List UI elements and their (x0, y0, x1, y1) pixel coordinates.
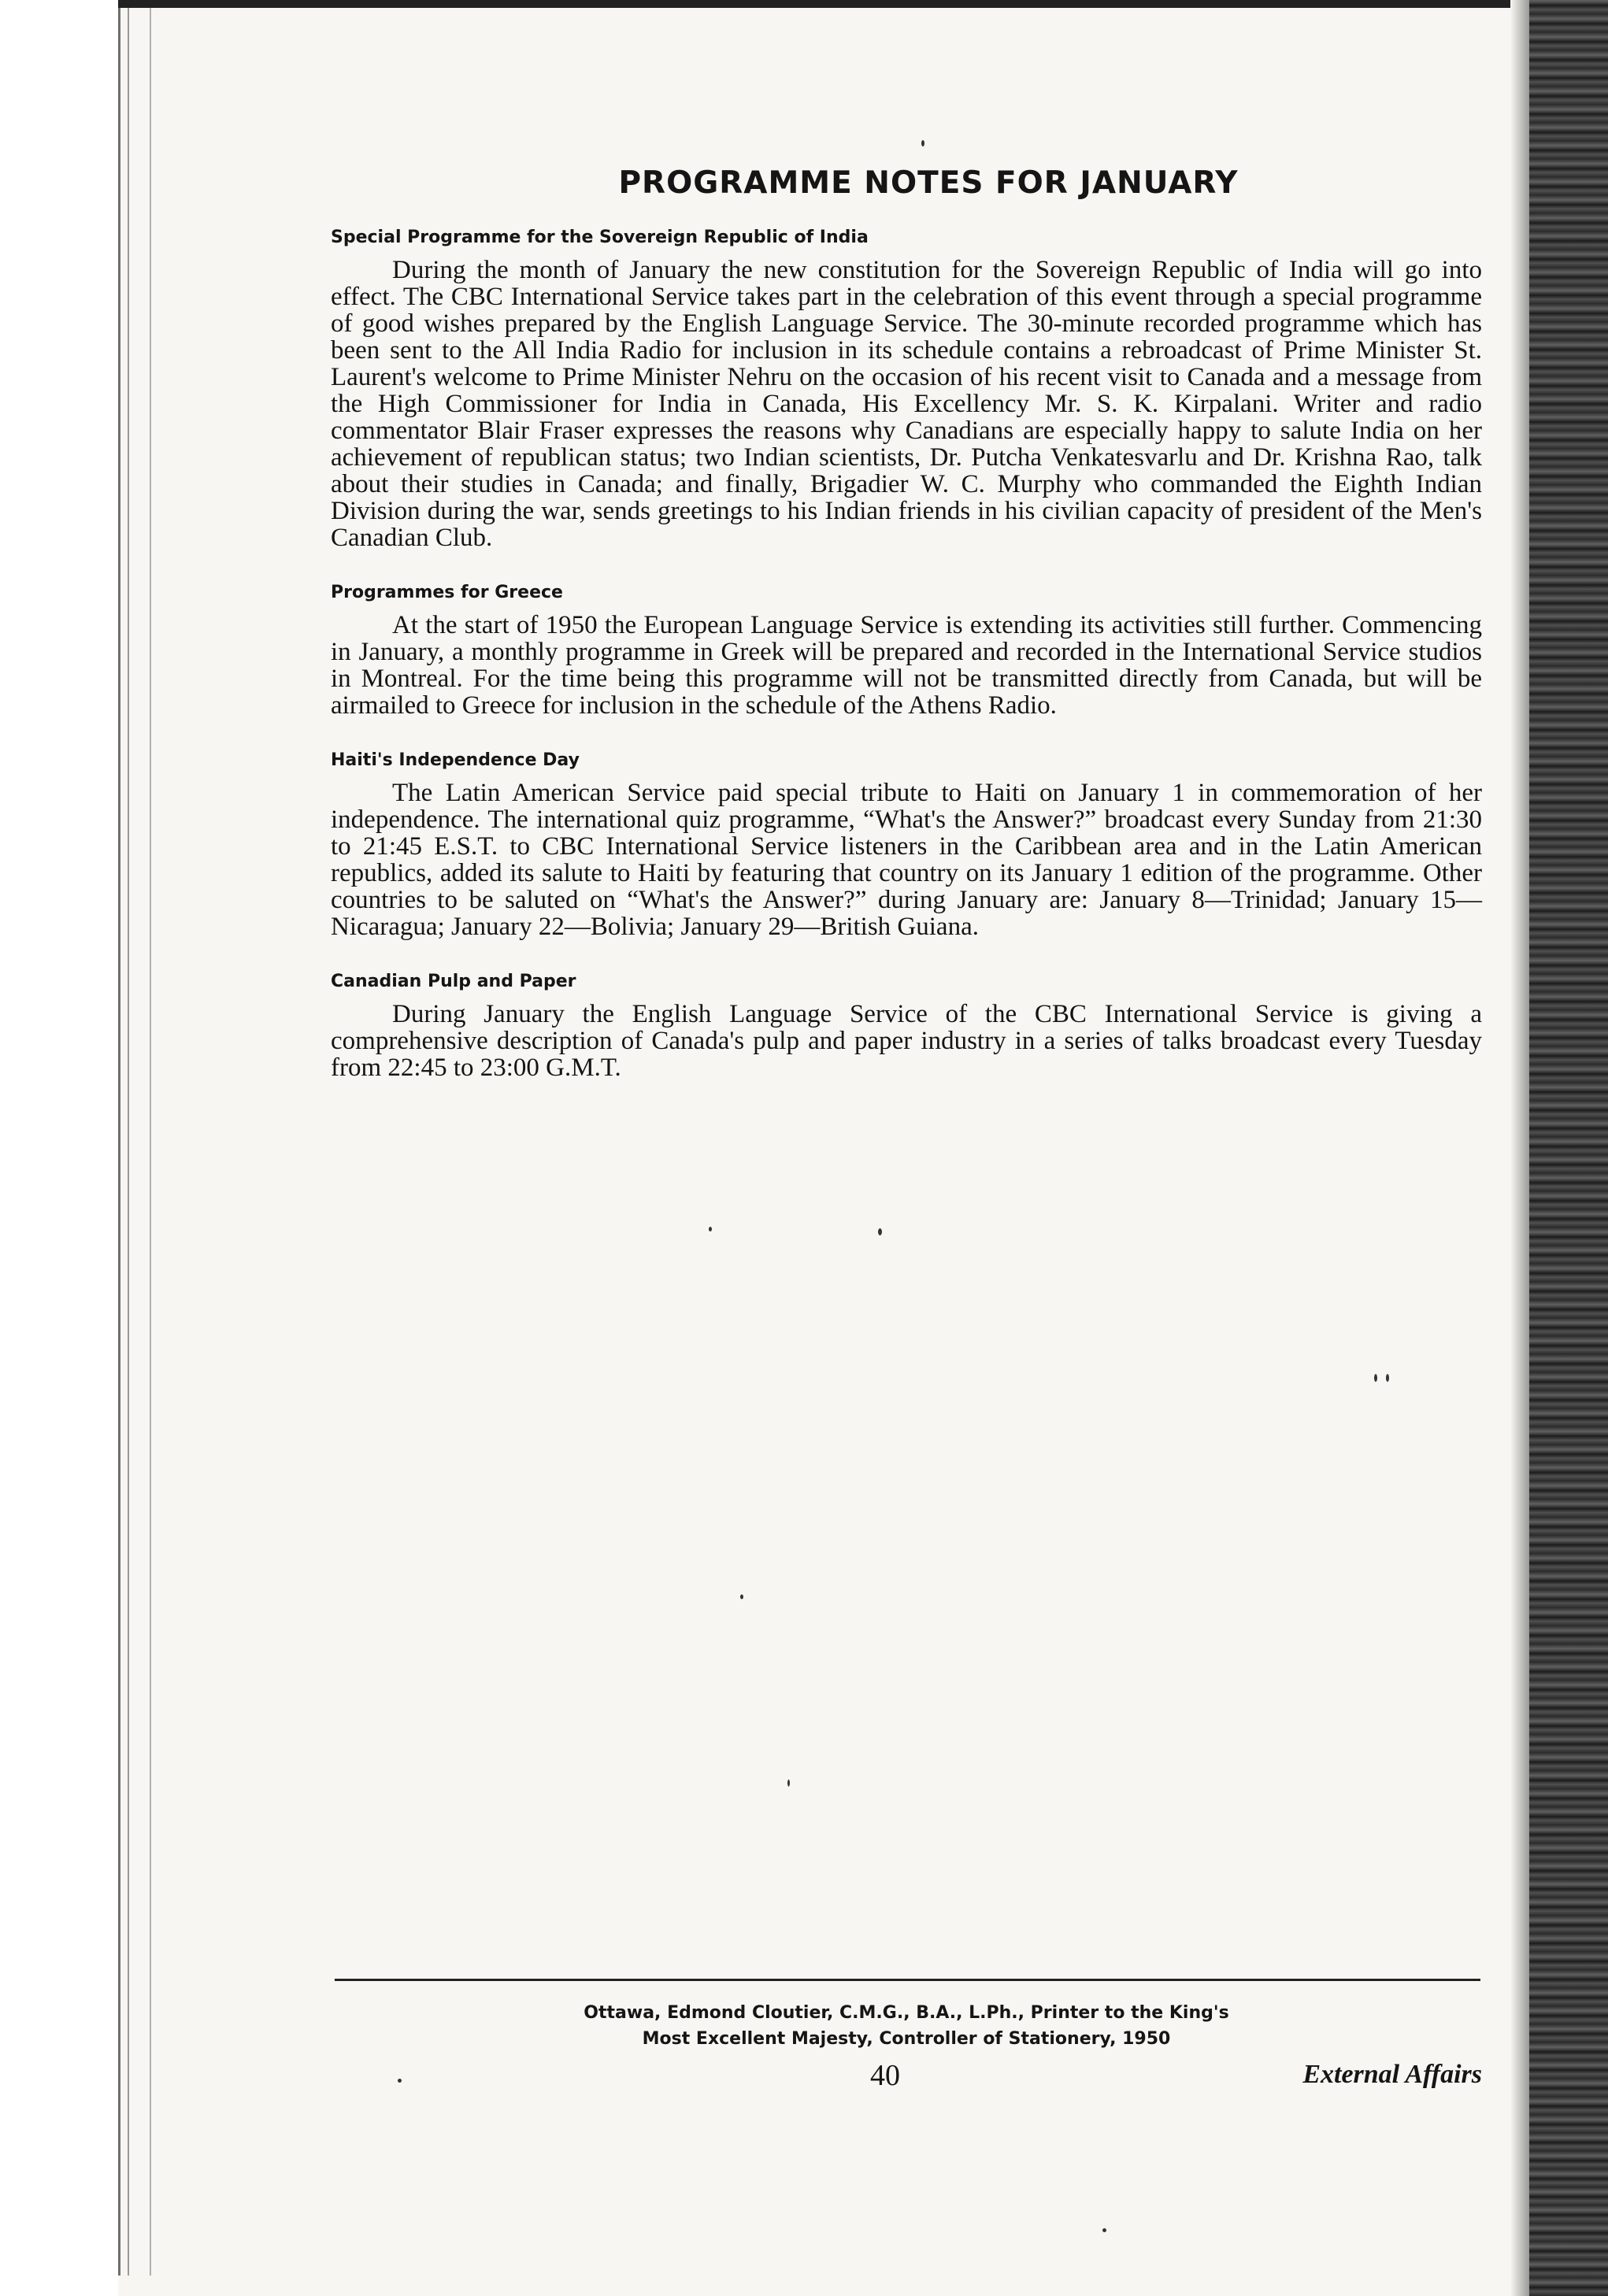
scan-speck (878, 1228, 882, 1235)
section-india (331, 228, 1482, 551)
scan-speck (1374, 1374, 1377, 1382)
section-haiti (331, 750, 1482, 940)
binding-line (128, 8, 129, 2276)
page-edge-gradient (1510, 0, 1529, 2296)
section-pulp-paper (331, 972, 1482, 1081)
article-content (331, 154, 1482, 1113)
section-paragraph: During the month of January the new constitution for the Sovereign Republic of India will go into effect. The CBC International Service takes part in the celebration of this event through a special programme of good wishes prepared by the English Language Service. The 30-minute recorded programme which has been sent to the All India Radio for inclusion in its schedule contains a rebroadcast of Prime Minister St. Laurent's welcome to Prime Minister Nehru on the occasion of his recent visit to Canada and a message from the High Commissioner for India in Canada, His Excellency Mr. S. K. Kirpalani. Writer and radio commentator Blair Fraser expresses the reasons why Canadians are especially happy to salute India on her achievement of republican status; two Indian scientists, Dr. Putcha Venkatesvarlu and Dr. Krishna Rao, talk about their studies in Canada; and finally, Brigadier W. C. Murphy who commanded the Eighth Indian Division during the war, sends greetings to his Indian friends in his civilian capacity of president of the Men's Canadian Club. (331, 256, 1482, 552)
section-greece (331, 583, 1482, 719)
page-number: 40 (870, 2059, 900, 2092)
page-binding-margin (0, 0, 118, 2296)
printer-imprint (331, 2000, 1482, 2052)
scan-speck (398, 2079, 402, 2083)
page-title: PROGRAMME NOTES FOR JANUARY (618, 165, 1239, 201)
imprint-line: Most Excellent Majesty, Controller of Stationery, 1950 (642, 2029, 1171, 2049)
publication-name: External Affairs (1302, 2060, 1482, 2089)
scan-speck (709, 1227, 712, 1231)
scan-speck (740, 1594, 743, 1599)
section-paragraph: During January the English Language Service of the CBC International Service is giving a comprehensive description of Canada's pulp and paper industry in a series of talks broadcast every Tuesday from 22:45 to 23:00 G.M.T. (331, 1000, 1482, 1082)
scan-speck (921, 140, 924, 146)
scan-speck (1102, 2228, 1106, 2232)
top-edge-shadow (118, 0, 1512, 8)
footer-rule (335, 1979, 1480, 1981)
binding-line (150, 8, 151, 2276)
page-edge-dark (1529, 0, 1608, 2296)
section-heading: Canadian Pulp and Paper (331, 972, 576, 991)
section-paragraph: The Latin American Service paid special tribute to Haiti on January 1 in commemoration of her independence. The international quiz programme, “What's the Answer?” broadcast every Sunday from 21:30 to 21:45 E.S.T. to CBC International Service listeners in the Caribbean area and in the Latin American republics, added its salute to Haiti by featuring that country on its January 1 edition of the programme. Other countries to be saluted on “What's the Answer?” during January are: January 8—Trinidad; January 15—Nicaragua; January 22—Bolivia; January 29—British Guiana. (331, 779, 1482, 941)
scan-speck (787, 1779, 790, 1787)
scan-speck (1386, 1374, 1389, 1382)
section-heading: Haiti's Independence Day (331, 750, 580, 770)
section-paragraph: At the start of 1950 the European Language Service is extending its activities still further. Commencing in January, a monthly programme in Greek will be prepared and recorded in the International Service studios in Montreal. For the time being this programme will not be transmitted directly from Canada, but will be airmailed to Greece for inclusion in the schedule of the Athens Radio. (331, 611, 1482, 720)
section-heading: Special Programme for the Sovereign Republic of India (331, 228, 869, 247)
imprint-line: Ottawa, Edmond Cloutier, C.M.G., B.A., L.Ph., Printer to the King's (584, 2003, 1229, 2023)
binding-line (118, 8, 120, 2276)
section-heading: Programmes for Greece (331, 583, 563, 602)
